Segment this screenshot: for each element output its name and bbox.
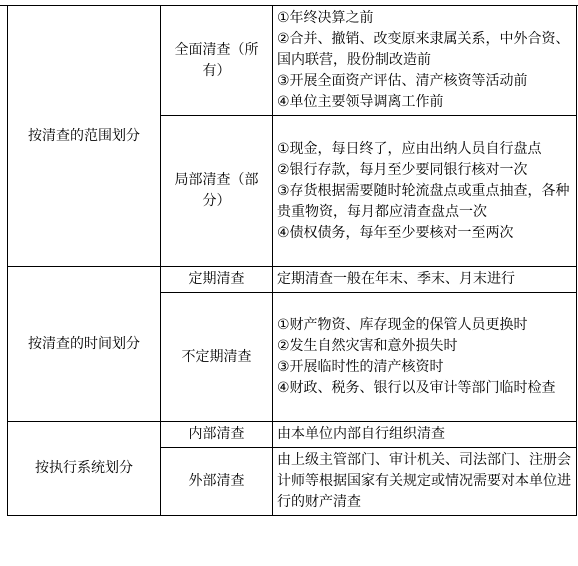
description-item: ④债权债务，每年至少要核对一至两次 [277,224,514,241]
description-item: ①现金，每日终了，应由出纳人员自行盘点 [277,140,542,157]
table-row [8,267,577,293]
description-item: ①年终决算之前 [277,10,374,26]
description-item: ②合并、撤销、改变原来隶属关系，中外合资、国内联营，股份制改造前 [277,31,570,68]
description-item: ④单位主要领导调离工作前 [277,94,444,110]
description-item: 由上级主管部门、审计机关、司法部门、注册会计师等根据国家有关规定或情况需要对本单位进行的财产清查 [277,452,571,510]
bottom-cropped-strip [0,557,578,566]
description-cell [273,116,577,267]
description-cell [273,293,577,422]
description-item: ④财政、税务、银行以及审计等部门临时检查 [277,380,556,396]
category-cell: 按清查的范围划分 [8,6,161,267]
description-item: ③开展全面资产评估、清产核资等活动前 [277,73,528,89]
description-cell [273,422,577,448]
type-cell: 外部清查 [161,448,273,516]
category-cell: 按清查的时间划分 [8,267,161,422]
type-cell: 全面清查（所有） [161,6,273,116]
category-cell: 按执行系统划分 [8,422,161,516]
description-item: 由本单位内部自行组织清查 [277,426,445,442]
type-cell: 定期清查 [161,267,273,293]
description-item: ②银行存款，每月至少要同银行核对一次 [277,161,528,178]
table-row [8,6,577,116]
description-item: ③开展临时性的清产核资时 [277,359,444,375]
description-cell [273,448,577,516]
description-item: ③存货根据需要随时轮流盘点或重点抽查，各种贵重物资，每月都应清查盘点一次 [277,182,570,220]
description-item: 定期清查一般在年末、季末、月末进行 [277,271,515,287]
type-cell: 内部清查 [161,422,273,448]
table-row [8,422,577,448]
type-cell: 不定期清查 [161,293,273,422]
inventory-classification-table [7,5,577,516]
description-cell [273,6,577,116]
type-cell: 局部清查（部分） [161,116,273,267]
description-item: ①财产物资、库存现金的保管人员更换时 [277,317,528,333]
description-item: ②发生自然灾害和意外损失时 [277,338,458,354]
description-cell [273,267,577,293]
